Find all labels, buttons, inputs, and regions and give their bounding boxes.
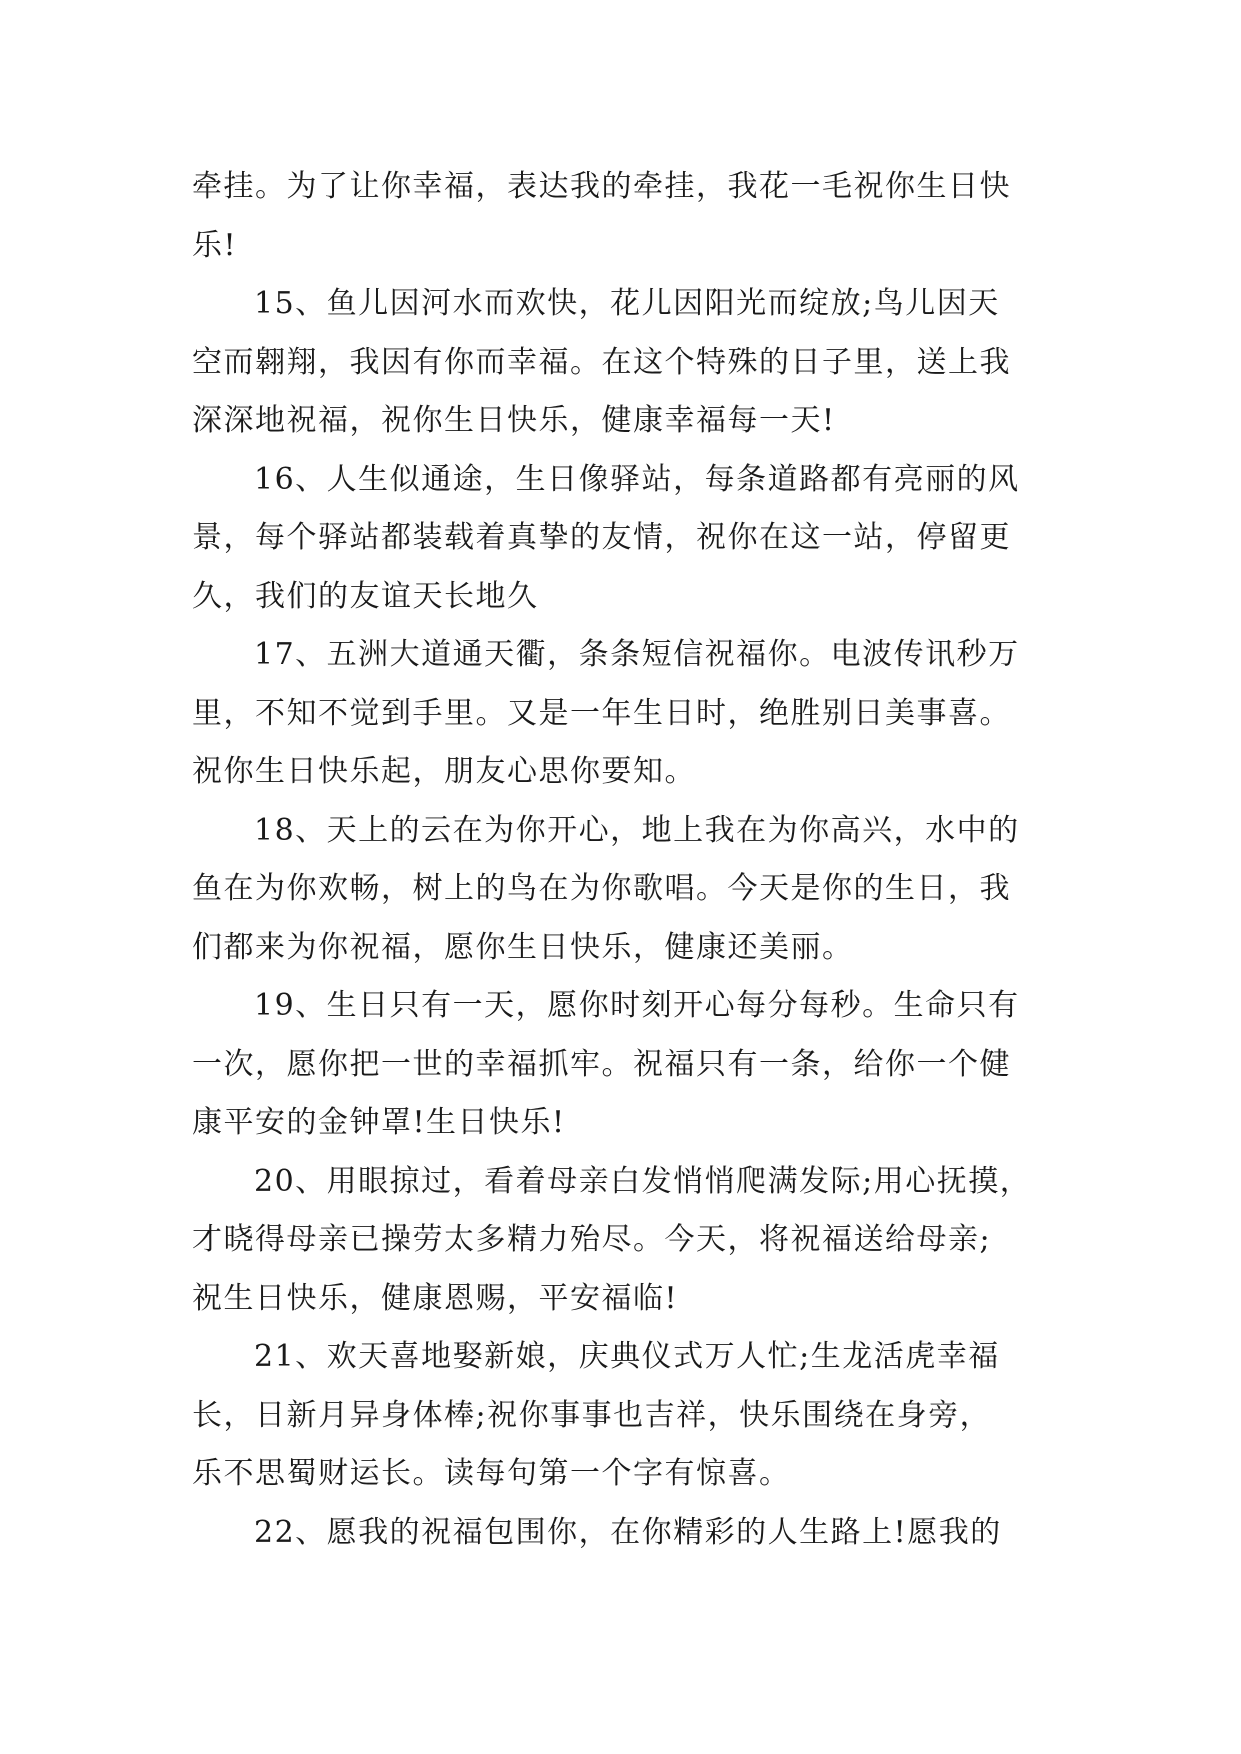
paragraph-line: 祝你生日快乐起，朋友心思你要知。	[192, 754, 696, 789]
document-body	[192, 158, 1072, 1562]
paragraph-line: 康平安的金钟罩!生日快乐!	[192, 1105, 566, 1140]
paragraph-line: 久，我们的友谊天长地久	[192, 578, 539, 614]
paragraph-line: 祝生日快乐，健康恩赐，平安福临!	[192, 1280, 679, 1316]
paragraph-first-line: 18、天上的云在为你开心，地上我在为你高兴，水中的	[254, 812, 1020, 848]
paragraph-line: 们都来为你祝福，愿你生日快乐，健康还美丽。	[192, 929, 854, 965]
paragraph-line: 一次，愿你把一世的幸福抓牢。祝福只有一条，给你一个健	[192, 1046, 1011, 1082]
paragraph-line: 里，不知不觉到手里。又是一年生日时，绝胜别日美事喜。	[192, 695, 1011, 731]
paragraph-line: 深深地祝福，祝你生日快乐，健康幸福每一天!	[192, 403, 836, 438]
paragraph-first-line: 15、鱼儿因河水而欢快，花儿因阳光而绽放;鸟儿因天	[254, 286, 1000, 321]
paragraph-line: 乐!	[192, 227, 238, 263]
paragraph-line: 乐不思蜀财运长。读每句第一个字有惊喜。	[192, 1456, 791, 1491]
paragraph-first-line: 16、人生似通途，生日像驿站，每条道路都有亮丽的风	[254, 461, 1020, 497]
paragraph-line: 牵挂。为了让你幸福，表达我的牵挂，我花一毛祝你生日快	[192, 169, 1011, 204]
paragraph-first-line: 20、用眼掠过，看着母亲白发悄悄爬满发际;用心抚摸，	[254, 1163, 1032, 1199]
paragraph-first-line: 17、五洲大道通天衢，条条短信祝福你。电波传讯秒万	[254, 637, 1020, 672]
paragraph-line: 景，每个驿站都装载着真挚的友情，祝你在这一站，停留更	[192, 520, 1011, 555]
paragraph-line: 才晓得母亲已操劳太多精力殆尽。今天，将祝福送给母亲;	[192, 1222, 992, 1257]
paragraph-line: 长，日新月异身体棒;祝你事事也吉祥，快乐围绕在身旁，	[192, 1397, 992, 1433]
paragraph-line: 鱼在为你欢畅，树上的鸟在为你歌唱。今天是你的生日，我	[192, 871, 1011, 906]
paragraph-line: 空而翱翔，我因有你而幸福。在这个特殊的日子里，送上我	[192, 344, 1011, 380]
paragraph-first-line: 21、欢天喜地娶新娘，庆典仪式万人忙;生龙活虎幸福	[254, 1339, 1000, 1374]
paragraph-first-line: 22、愿我的祝福包围你，在你精彩的人生路上!愿我的	[254, 1514, 1002, 1550]
paragraph-first-line: 19、生日只有一天，愿你时刻开心每分每秒。生命只有	[254, 988, 1020, 1023]
